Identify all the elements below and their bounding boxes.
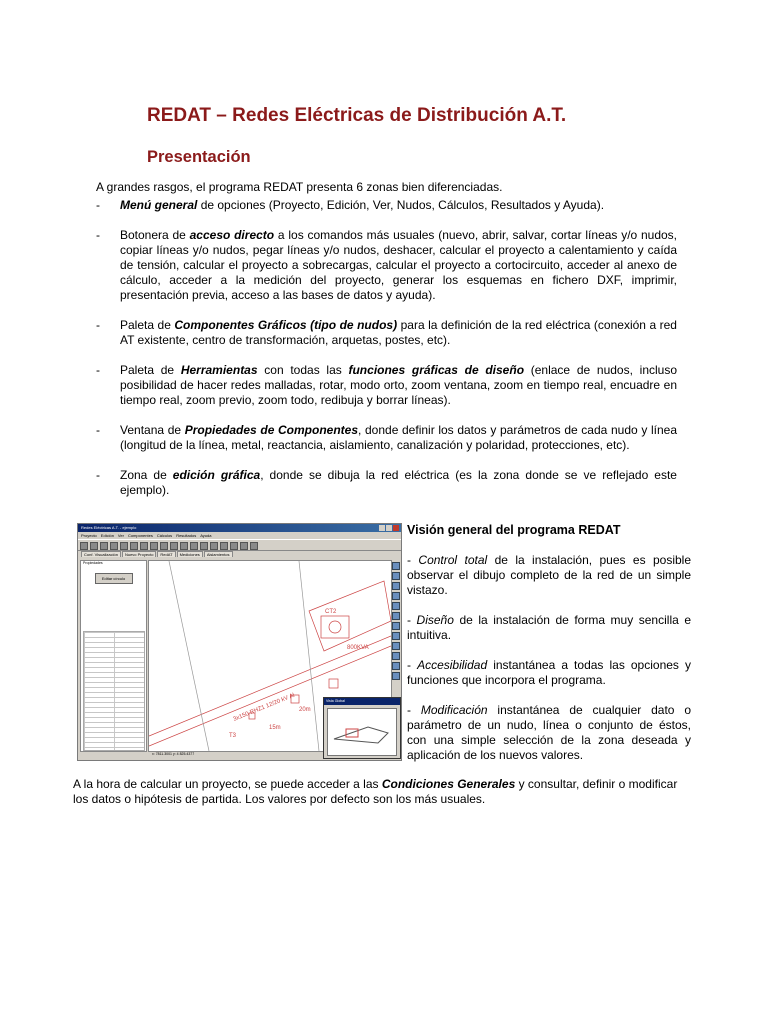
section-title: Presentación: [147, 147, 251, 166]
edit-button: Editar círculo: [95, 573, 133, 584]
bullet: -: [96, 228, 100, 242]
bullet: -: [96, 363, 100, 377]
program-screenshot: [77, 523, 402, 761]
status-bar: x: 7811.3001 y: 4 825.4377: [152, 752, 195, 756]
intro-paragraph: A grandes rasgos, el programa REDAT presenta 6 zonas bien diferenciadas.: [96, 180, 503, 194]
list-item: - Zona de edición gráfica, donde se dibuja la red eléctrica (es la zona donde se ve reflejado este ejemplo).: [96, 468, 677, 497]
list-item: - Paleta de Componentes Gráficos (tipo de nudos) para la definición de la red eléctrica (conexión a red AT existente, centro de transformación, arquetas, postes, etc).: [96, 318, 677, 347]
close-icon: [393, 525, 399, 531]
list-item: - Paleta de Herramientas con todas las funciones gráficas de diseño (enlace de nudos, incluso posibilidad de hacer redes malladas, rotar, modo orto, zoom ventana, zoom en tiempo real, encuadre en tiempo real, zoom previo, zoom todo, redibuja y borrar líneas).: [96, 363, 678, 407]
overview-list: [407, 553, 691, 778]
canvas-label: T3: [229, 733, 237, 739]
bullet: -: [96, 468, 100, 482]
tab-strip: Conf. Visualización Nuevo Proyecto RedAT Mediciones Aislamientos: [78, 551, 401, 558]
document-title: REDAT – Redes Eléctricas de Distribución A.T.: [147, 104, 567, 126]
canvas-label: CT2: [325, 609, 337, 615]
list-item: - Control total de la instalación, pues es posible observar el dibujo completo de la red de un simple vistazo.: [407, 553, 691, 597]
canvas-label: 20m: [299, 707, 311, 713]
zones-list: [96, 198, 677, 513]
toolbar: [78, 539, 401, 551]
overview-window: Vista Global: [323, 697, 401, 759]
properties-panel: Propiedades Editar círculo: [80, 560, 147, 752]
overview-heading: Visión general del programa REDAT: [407, 523, 621, 537]
bullet: -: [96, 198, 100, 212]
window-titlebar: Redes Eléctricas A.T. - ejemplo: [78, 524, 401, 532]
overview-canvas: [327, 708, 397, 756]
maximize-icon: [386, 525, 392, 531]
canvas-label: 15m: [269, 725, 281, 731]
closing-paragraph: A la hora de calcular un proyecto, se puede acceder a las Condiciones Generales y consultar, definir o modificar los datos o hipótesis de partida. Los valores por defecto son los más usuales.: [73, 777, 678, 806]
bullet: -: [96, 423, 100, 437]
list-item: - Diseño de la instalación de forma muy sencilla e intuitiva.: [407, 613, 691, 642]
list-item: - Modificación instantánea de cualquier dato o parámetro de un nudo, línea o conjunto de éstos, con una simple selección de la zona deseada y aplicación de los nuevos valores.: [407, 703, 691, 762]
properties-grid: [83, 631, 145, 751]
canvas-label: 800KVA: [347, 645, 369, 651]
list-item: - Botonera de acceso directo a los comandos más usuales (nuevo, abrir, salvar, cortar líneas y/o nudos, copiar líneas y/o nudos, pegar líneas y/o nudos, deshacer, calcular el proyecto a calentamiento y caída de tensión, calcular el proyecto a sobrecargas, calcular el proyecto a cortocircuito, acceder al anexo de cálculo, acceder a la medición del proyecto, generar los esquemas en fichero DXF, imprimir, presentación previa, acceso a las bases de datos y ayuda).: [96, 228, 678, 302]
bullet: -: [96, 318, 100, 332]
minimize-icon: [379, 525, 385, 531]
list-item: - Menú general de opciones (Proyecto, Edición, Ver, Nudos, Cálculos, Resultados y Ayuda).: [96, 198, 605, 212]
menu-bar: Proyecto Edición Ver Componentes Cálculos Resultados Ayuda: [81, 533, 212, 538]
list-item: - Ventana de Propiedades de Componentes, donde definir los datos y parámetros de cada nudo y línea (longitud de la línea, metal, reactancia, aislamiento, canalización y polaridad, protecciones, etc).: [96, 423, 677, 452]
canvas-label: 3x150 RHZ1 12/20 kV Al: [232, 692, 296, 723]
list-item: - Accesibilidad instantánea a todas las opciones y funciones que incorpora el programa.: [407, 658, 691, 687]
